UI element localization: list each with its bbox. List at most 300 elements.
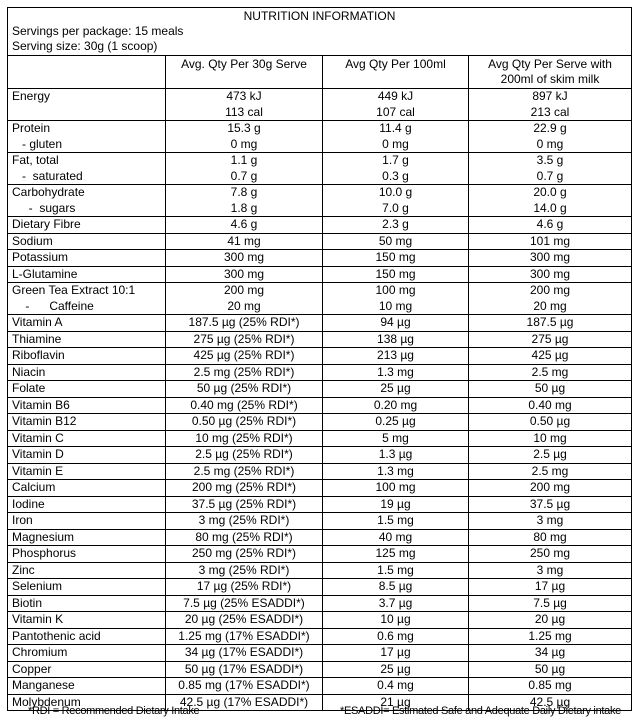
per-100ml-value: 125 mg [375, 546, 416, 560]
per-100ml-value: 1.5 mg [377, 513, 414, 527]
nutrient-row [8, 661, 632, 678]
nutrient-row [8, 348, 632, 365]
per-serve-with-milk-value: 2.5 µg [533, 447, 567, 461]
per-serve-with-milk-value-cell [469, 678, 632, 695]
per-100ml-value-cell [323, 364, 469, 381]
per-100ml-value: 40 mg [378, 529, 413, 544]
per-serve-with-milk-value: 300 mg [529, 250, 571, 264]
per-100ml-value-cell [323, 283, 469, 315]
per-100ml-value-cell [323, 513, 469, 530]
per-serve-with-milk-value: 3.5 g [536, 153, 564, 167]
nutrient-name-cell [8, 579, 166, 596]
per-100ml-value: 0 mg [382, 136, 409, 151]
rdi-footnote: *RDI = Recommended Dietary Intake [28, 705, 200, 717]
nutrient-row [8, 185, 632, 217]
per-100ml-value-cell [323, 315, 469, 332]
per-serve-value: 50 µg (17% ESADDI*) [184, 661, 304, 676]
nutrient-name: Vitamin B12 [12, 414, 77, 428]
per-serve-value: 7.8 g [230, 185, 258, 199]
per-100ml-value: 100 mg [375, 480, 416, 494]
per-serve-with-milk-value-cell [469, 250, 632, 267]
nutrient-name: Vitamin A [12, 315, 63, 329]
per-100ml-value: 8.5 µg [378, 579, 413, 593]
nutrient-name: - gluten [12, 136, 63, 151]
nutrient-row [8, 153, 632, 185]
per-100ml-value: 0.6 mg [377, 628, 414, 643]
per-100ml-value-cell [323, 348, 469, 365]
nutrient-row [8, 89, 632, 121]
nutrient-row [8, 233, 632, 250]
per-100ml-value: 10 mg [378, 298, 413, 313]
per-100ml-value-cell [323, 266, 469, 283]
nutrient-name-cell [8, 89, 166, 121]
nutrient-name: - saturated [12, 168, 83, 183]
per-serve-with-milk-value: 275 µg [531, 331, 569, 346]
nutrient-row [8, 678, 632, 695]
per-serve-value: 187.5 µg (25% RDI*) [188, 315, 300, 329]
nutrient-row [8, 315, 632, 332]
per-serve-with-milk-value: 425 µg [531, 348, 569, 362]
per-serve-with-milk-value: 50 µg [534, 381, 566, 395]
nutrient-row [8, 331, 632, 348]
per-serve-with-milk-value-cell [469, 595, 632, 612]
per-serve-value-cell [166, 381, 323, 398]
nutrient-name: Biotin [12, 595, 43, 610]
per-serve-value: 2.5 mg (25% RDI*) [193, 463, 295, 478]
nutrient-name: Iron [12, 513, 33, 527]
per-serve-value: 275 µg (25% RDI*) [193, 331, 295, 346]
per-serve-with-milk-value-cell [469, 89, 632, 121]
nutrient-name: Calcium [12, 480, 56, 494]
nutrient-name-cell [8, 661, 166, 678]
nutrient-name-cell [8, 250, 166, 267]
per-100ml-value-cell [323, 562, 469, 579]
esaddi-footnote: *ESADDI= Estimated Safe and Adequate Daily Dietary intake [340, 705, 621, 717]
per-100ml-value-cell [323, 89, 469, 121]
per-serve-with-milk-value-cell [469, 217, 632, 234]
per-serve-with-milk-value: 200 mg [529, 480, 571, 494]
per-serve-with-milk-value: 34 µg [534, 645, 566, 659]
nutrient-name: Thiamine [12, 331, 62, 346]
per-serve-with-milk-value-cell [469, 381, 632, 398]
per-100ml-value: 138 µg [377, 331, 414, 346]
nutrient-name-cell [8, 678, 166, 695]
per-serve-value: 1.1 g [230, 153, 258, 167]
header-blank [8, 56, 166, 89]
per-serve-value-cell [166, 233, 323, 250]
per-100ml-value-cell [323, 121, 469, 153]
per-100ml-value: 19 µg [380, 496, 411, 511]
nutrient-name: Phosphorus [12, 546, 77, 560]
nutrient-name: Chromium [12, 645, 68, 659]
per-100ml-value: 1.3 mg [377, 364, 414, 379]
nutrient-name: - Caffeine [12, 298, 94, 313]
per-100ml-value-cell [323, 546, 469, 563]
per-serve-value-cell [166, 661, 323, 678]
per-serve-with-milk-value: 17 µg [534, 579, 566, 593]
nutrient-row [8, 612, 632, 629]
per-serve-with-milk-value-cell [469, 266, 632, 283]
per-serve-value-cell [166, 364, 323, 381]
per-100ml-value-cell [323, 430, 469, 447]
per-serve-with-milk-value-cell [469, 612, 632, 629]
per-serve-value: 200 mg [223, 283, 265, 297]
per-100ml-value-cell [323, 185, 469, 217]
per-100ml-value: 1.5 mg [377, 562, 414, 577]
per-100ml-value: 17 µg [380, 645, 411, 659]
per-serve-with-milk-value: 22.9 g [533, 121, 567, 135]
per-100ml-value: 1.3 µg [378, 447, 413, 461]
nutrient-row [8, 397, 632, 414]
per-serve-with-milk-value: 101 mg [529, 233, 571, 248]
per-100ml-value-cell [323, 628, 469, 645]
nutrient-name: Iodine [12, 496, 45, 511]
nutrient-name-cell [8, 331, 166, 348]
per-serve-value: 42.5 µg (17% ESADDI*) [179, 694, 309, 709]
per-serve-with-milk-value: 2.5 mg [531, 364, 569, 379]
per-serve-with-milk-value: 0.50 µg [529, 414, 571, 428]
per-serve-value: 20 mg [227, 298, 261, 313]
nutrient-name-cell [8, 595, 166, 612]
per-100ml-value-cell [323, 447, 469, 464]
nutrient-name: Protein [12, 121, 51, 135]
nutrient-name: Vitamin D [12, 447, 64, 461]
per-serve-with-milk-value: 42.5 µg [529, 694, 571, 709]
nutrient-name: Vitamin E [12, 463, 64, 478]
per-serve-value-cell [166, 579, 323, 596]
nutrient-name-cell [8, 414, 166, 431]
per-serve-value-cell [166, 89, 323, 121]
per-serve-value: 2.5 µg (25% RDI*) [195, 447, 293, 461]
per-100ml-value-cell [323, 480, 469, 497]
per-serve-with-milk-value: 250 mg [529, 546, 571, 560]
nutrient-row [8, 266, 632, 283]
per-serve-with-milk-value: 897 kJ [532, 89, 568, 103]
per-serve-value-cell [166, 153, 323, 185]
nutrient-name: Vitamin B6 [12, 397, 70, 412]
per-100ml-value-cell [323, 645, 469, 662]
nutrient-row [8, 562, 632, 579]
nutrient-name: Carbohydrate [12, 185, 85, 199]
per-serve-with-milk-value: 7.5 µg [533, 595, 567, 610]
nutrient-name: Manganese [12, 678, 75, 692]
per-serve-value: 37.5 µg (25% RDI*) [191, 496, 297, 511]
per-serve-with-milk-value-cell [469, 331, 632, 348]
per-100ml-value: 3.7 µg [378, 595, 413, 610]
per-serve-value-cell [166, 612, 323, 629]
nutrient-row [8, 628, 632, 645]
per-serve-value: 250 mg (25% RDI*) [191, 546, 297, 560]
per-serve-value: 0.50 µg (25% RDI*) [191, 414, 297, 428]
nutrient-name-cell [8, 121, 166, 153]
nutrient-name: Potassium [12, 250, 69, 264]
per-serve-value: 113 cal [225, 104, 263, 119]
per-serve-with-milk-value: 213 cal [530, 104, 570, 119]
nutrient-name: - sugars [12, 200, 76, 215]
nutrient-row [8, 529, 632, 546]
nutrient-name-cell [8, 612, 166, 629]
per-serve-value-cell [166, 217, 323, 234]
nutrient-name: Folate [12, 381, 46, 395]
per-serve-with-milk-value-cell [469, 661, 632, 678]
nutrient-name: Riboflavin [12, 348, 65, 362]
servings-per-package: Servings per package: 15 meals [12, 24, 184, 38]
nutrient-name-cell [8, 397, 166, 414]
per-serve-value: 1.8 g [230, 200, 258, 215]
column-header: Avg. Qty Per 30g Serve [166, 56, 323, 89]
per-100ml-value: 100 mg [375, 283, 416, 297]
nutrient-name: Zinc [12, 562, 35, 577]
nutrient-name: Molybdenum [12, 694, 81, 709]
per-serve-value: 4.6 g [230, 217, 258, 231]
per-serve-value: 34 µg (17% ESADDI*) [184, 645, 304, 659]
per-serve-with-milk-value-cell [469, 153, 632, 185]
per-serve-with-milk-value: 20.0 g [533, 185, 567, 199]
nutrient-name-cell [8, 430, 166, 447]
per-100ml-value-cell [323, 217, 469, 234]
nutrition-table [7, 7, 632, 711]
per-100ml-value-cell [323, 414, 469, 431]
per-serve-with-milk-value: 20 mg [533, 298, 567, 313]
per-serve-with-milk-value-cell [469, 283, 632, 315]
nutrient-row [8, 463, 632, 480]
per-serve-value-cell [166, 628, 323, 645]
per-100ml-value-cell [323, 496, 469, 513]
per-serve-with-milk-value-cell [469, 628, 632, 645]
nutrient-name-cell [8, 283, 166, 315]
per-serve-value-cell [166, 513, 323, 530]
per-serve-value-cell [166, 463, 323, 480]
serving-size: Serving size: 30g (1 scoop) [12, 39, 158, 53]
per-serve-with-milk-value-cell [469, 348, 632, 365]
title-row [8, 8, 632, 56]
per-serve-value-cell [166, 266, 323, 283]
per-serve-with-milk-value: 1.25 mg [528, 628, 572, 643]
per-serve-with-milk-value: 10 mg [533, 430, 567, 445]
nutrient-row [8, 513, 632, 530]
nutrient-row [8, 414, 632, 431]
per-serve-value-cell [166, 348, 323, 365]
per-serve-with-milk-value-cell [469, 480, 632, 497]
per-100ml-value: 1.7 g [382, 153, 409, 167]
per-serve-value: 50 µg (25% RDI*) [196, 381, 292, 395]
per-serve-value: 300 mg [223, 250, 265, 264]
per-100ml-value: 0.20 mg [373, 397, 418, 412]
per-serve-with-milk-value: 4.6 g [536, 217, 564, 231]
per-serve-value: 15.3 g [227, 121, 261, 135]
per-serve-value: 1.25 mg (17% ESADDI*) [178, 628, 310, 643]
column-header: Avg Qty Per 100ml [323, 56, 469, 89]
per-100ml-value-cell [323, 612, 469, 629]
per-serve-value-cell [166, 546, 323, 563]
per-serve-value: 10 mg (25% RDI*) [195, 430, 293, 445]
per-serve-value: 300 mg [223, 266, 265, 281]
panel-title: NUTRITION INFORMATION [243, 9, 396, 23]
nutrient-name-cell [8, 513, 166, 530]
nutrient-name: Niacin [12, 364, 46, 379]
nutrient-name-cell [8, 562, 166, 579]
per-serve-value-cell [166, 121, 323, 153]
per-serve-value: 0 mg [230, 136, 258, 151]
per-serve-value-cell [166, 331, 323, 348]
per-serve-with-milk-value-cell [469, 121, 632, 153]
per-serve-with-milk-value-cell [469, 463, 632, 480]
per-100ml-value: 50 mg [378, 233, 413, 248]
per-100ml-value: 0.4 mg [377, 678, 414, 692]
per-serve-value: 0.7 g [230, 168, 258, 183]
per-100ml-value: 1.3 mg [377, 463, 414, 478]
nutrient-name-cell [8, 315, 166, 332]
per-100ml-value-cell [323, 250, 469, 267]
per-100ml-value-cell [323, 153, 469, 185]
column-header: Avg Qty Per Serve with 200ml of skim milk [469, 56, 632, 89]
nutrient-name-cell [8, 348, 166, 365]
column-header-row [8, 56, 632, 89]
nutrient-name-cell [8, 463, 166, 480]
per-serve-with-milk-value: 20 µg [534, 612, 566, 626]
per-serve-value-cell [166, 529, 323, 546]
per-100ml-value: 0.3 g [382, 168, 409, 183]
per-serve-value-cell [166, 645, 323, 662]
per-serve-with-milk-value: 3 mg [536, 513, 564, 527]
nutrient-row [8, 430, 632, 447]
nutrient-name-cell [8, 266, 166, 283]
per-100ml-value: 94 µg [380, 315, 411, 329]
per-serve-value-cell [166, 185, 323, 217]
nutrient-name: Dietary Fibre [12, 217, 81, 231]
per-100ml-value: 10 µg [380, 612, 411, 626]
nutrient-name-cell [8, 185, 166, 217]
per-serve-with-milk-value: 0 mg [536, 136, 564, 151]
per-serve-value-cell [166, 595, 323, 612]
per-serve-with-milk-value: 3 mg [536, 562, 564, 577]
per-100ml-value-cell [323, 529, 469, 546]
nutrient-name: Fat, total [12, 153, 59, 167]
nutrient-name-cell [8, 364, 166, 381]
per-serve-with-milk-value: 300 mg [529, 266, 571, 281]
per-serve-value: 0.85 mg (17% ESADDI*) [178, 678, 310, 692]
per-100ml-value-cell [323, 678, 469, 695]
per-serve-with-milk-value-cell [469, 579, 632, 596]
per-100ml-value-cell [323, 233, 469, 250]
per-serve-value: 7.5 µg (25% ESADDI*) [183, 595, 305, 610]
per-serve-with-milk-value-cell [469, 562, 632, 579]
per-serve-with-milk-value: 0.40 mg [528, 397, 572, 412]
nutrient-name-cell [8, 529, 166, 546]
per-serve-with-milk-value: 0.7 g [536, 168, 564, 183]
per-100ml-value: 107 cal [376, 104, 415, 119]
per-100ml-value: 25 µg [380, 661, 411, 676]
per-100ml-value-cell [323, 595, 469, 612]
per-serve-with-milk-value-cell [469, 364, 632, 381]
per-serve-value: 80 mg (25% RDI*) [195, 529, 293, 544]
per-100ml-value: 150 mg [375, 266, 416, 281]
per-serve-with-milk-value-cell [469, 315, 632, 332]
per-100ml-value-cell [323, 579, 469, 596]
per-serve-value: 17 µg (25% RDI*) [196, 579, 292, 593]
per-serve-with-milk-value-cell [469, 414, 632, 431]
per-serve-value: 425 µg (25% RDI*) [193, 348, 295, 362]
nutrient-row [8, 364, 632, 381]
nutrient-row [8, 480, 632, 497]
per-serve-value-cell [166, 250, 323, 267]
per-serve-value-cell [166, 283, 323, 315]
per-100ml-value: 150 mg [375, 250, 416, 264]
per-serve-value-cell [166, 480, 323, 497]
nutrient-name: Vitamin K [12, 612, 64, 626]
nutrient-name-cell [8, 496, 166, 513]
per-serve-with-milk-value-cell [469, 430, 632, 447]
nutrient-name: Copper [12, 661, 52, 676]
per-serve-with-milk-value-cell [469, 397, 632, 414]
per-serve-with-milk-value: 2.5 mg [531, 463, 569, 478]
per-serve-with-milk-value-cell [469, 447, 632, 464]
per-serve-with-milk-value: 187.5 µg [526, 315, 574, 329]
nutrient-name-cell [8, 153, 166, 185]
per-serve-value-cell [166, 562, 323, 579]
per-100ml-value: 2.3 g [382, 217, 409, 231]
nutrient-name: Magnesium [12, 529, 75, 544]
per-serve-value: 20 µg (25% ESADDI*) [184, 612, 304, 626]
nutrient-row [8, 381, 632, 398]
per-serve-with-milk-value-cell [469, 233, 632, 250]
per-serve-with-milk-value-cell [469, 496, 632, 513]
nutrient-row [8, 595, 632, 612]
nutrient-row [8, 283, 632, 315]
per-100ml-value: 11.4 g [379, 121, 412, 135]
per-100ml-value: 25 µg [380, 381, 411, 395]
nutrient-row [8, 645, 632, 662]
nutrient-row [8, 496, 632, 513]
per-100ml-value: 449 kJ [377, 89, 414, 103]
nutrient-name-cell [8, 645, 166, 662]
nutrient-name-cell [8, 447, 166, 464]
per-serve-value: 41 mg [227, 233, 261, 248]
per-serve-with-milk-value: 14.0 g [533, 200, 567, 215]
per-100ml-value: 213 µg [377, 348, 414, 362]
per-serve-with-milk-value: 0.85 mg [528, 678, 572, 692]
per-serve-with-milk-value-cell [469, 529, 632, 546]
per-100ml-value: 10.0 g [378, 185, 413, 199]
nutrient-name: Energy [12, 89, 51, 103]
per-serve-value-cell [166, 678, 323, 695]
per-serve-value-cell [166, 315, 323, 332]
per-serve-with-milk-value: 200 mg [529, 283, 571, 297]
per-serve-with-milk-value-cell [469, 185, 632, 217]
per-serve-value: 200 mg (25% RDI*) [191, 480, 297, 494]
per-serve-value: 0.40 mg (25% RDI*) [190, 397, 298, 412]
per-serve-value: 473 kJ [226, 89, 262, 103]
nutrient-name-cell [8, 217, 166, 234]
per-100ml-value: 21 µg [380, 694, 411, 709]
per-100ml-value-cell [323, 463, 469, 480]
per-100ml-value-cell [323, 331, 469, 348]
per-serve-with-milk-value: 80 mg [533, 529, 567, 544]
per-100ml-value: 0.25 µg [375, 414, 416, 428]
nutrient-row [8, 121, 632, 153]
nutrient-name: Sodium [12, 233, 53, 248]
per-100ml-value: 7.0 g [382, 200, 409, 215]
per-100ml-value-cell [323, 381, 469, 398]
nutrient-name-cell [8, 233, 166, 250]
per-100ml-value: 5 mg [382, 430, 409, 445]
nutrient-name: L-Glutamine [12, 266, 78, 281]
nutrient-name: Pantothenic acid [12, 628, 101, 643]
per-serve-value-cell [166, 430, 323, 447]
nutrient-row [8, 546, 632, 563]
nutrient-row [8, 447, 632, 464]
nutrient-row [8, 579, 632, 596]
